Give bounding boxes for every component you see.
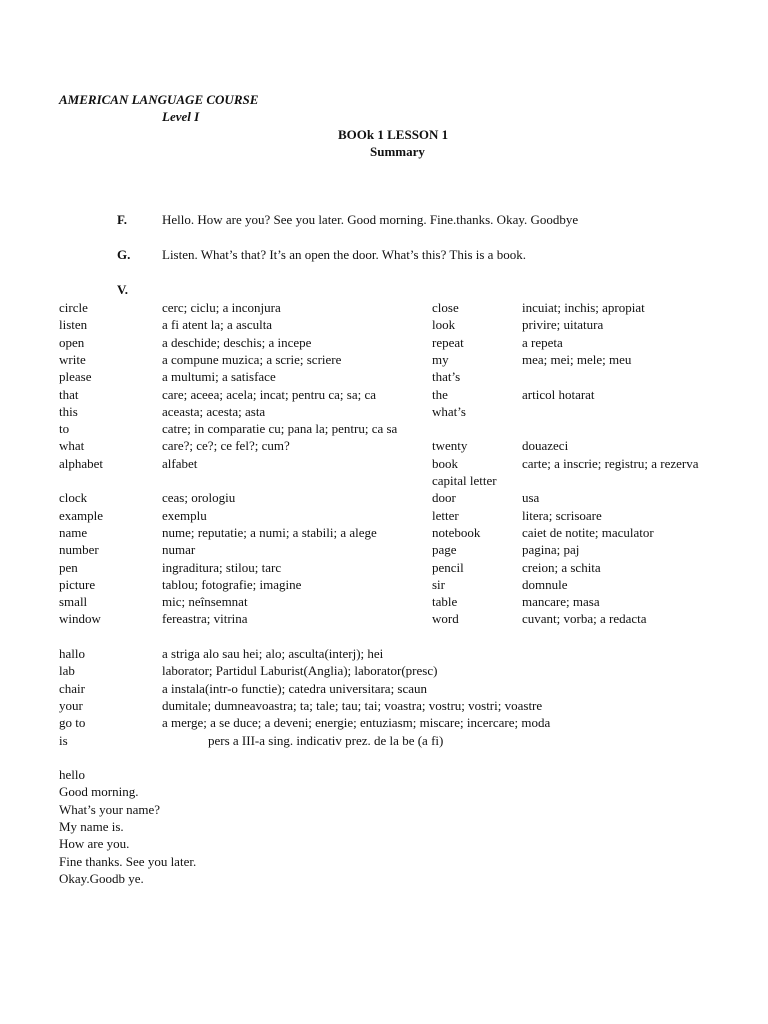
vocab-left-definition: care?; ce?; ce fel?; cum? — [162, 438, 290, 453]
summary-heading: Summary — [370, 144, 425, 159]
vocab-left-definition: a deschide; deschis; a incepe — [162, 335, 312, 350]
vocab-right-word: capital letter — [432, 473, 497, 488]
level-label: Level I — [162, 109, 200, 124]
vocab-right-word: notebook — [432, 525, 481, 540]
vocab-left-definition: a compune muzica; a scrie; scriere — [162, 352, 342, 367]
vocab-right-word: what’s — [432, 404, 466, 419]
phrase-line: What’s your name? — [59, 802, 161, 817]
vocab-left-word: circle — [59, 300, 88, 315]
book-lesson-title: BOOk 1 LESSON 1 — [338, 127, 449, 142]
vocab-right-word: repeat — [432, 335, 464, 350]
vocab-extra-definition: a striga alo sau hei; alo; asculta(interj); hei — [162, 646, 384, 661]
vocab-left-word: name — [59, 525, 88, 540]
phrase-line: Fine thanks. See you later. — [59, 854, 197, 869]
vocab-left-word: alphabet — [59, 456, 104, 471]
phrase-line: How are you. — [59, 836, 130, 851]
phrase-line: Good morning. — [59, 784, 139, 799]
vocab-left-definition: exemplu — [162, 508, 207, 523]
vocab-left-word: this — [59, 404, 78, 419]
vocab-left-definition: a fi atent la; a asculta — [162, 317, 273, 332]
phrase-line: Okay.Goodb ye. — [59, 871, 144, 886]
vocab-right-word: book — [432, 456, 458, 471]
vocab-right-definition: caiet de notite; maculator — [522, 525, 654, 540]
vocab-right-word: letter — [432, 508, 459, 523]
vocab-left-word: example — [59, 508, 104, 523]
vocab-extra-word: chair — [59, 681, 85, 696]
vocab-right-definition: a repeta — [522, 335, 563, 350]
vocab-extra-definition: dumitale; dumneavoastra; ta; tale; tau; tai; voastra; vostru; vostri; voastre — [162, 698, 543, 713]
vocab-extra-definition: a merge; a se duce; a deveni; energie; entuziasm; miscare; incercare; moda — [162, 715, 551, 730]
vocab-extra-word: hallo — [59, 646, 85, 661]
vocab-left-definition: aceasta; acesta; asta — [162, 404, 266, 419]
vocab-left-definition: a multumi; a satisface — [162, 369, 276, 384]
vocab-left-word: clock — [59, 490, 88, 505]
vocab-extra-word: lab — [59, 663, 75, 678]
vocab-right-word: sir — [432, 577, 445, 592]
vocab-right-word: door — [432, 490, 456, 505]
vocab-left-definition: alfabet — [162, 456, 198, 471]
vocab-left-word: that — [59, 387, 79, 402]
vocab-right-definition: articol hotarat — [522, 387, 595, 402]
vocab-right-definition: litera; scrisoare — [522, 508, 602, 523]
vocab-right-word: page — [432, 542, 457, 557]
section-g-label: G. — [117, 247, 131, 262]
section-f-label: F. — [117, 212, 127, 227]
vocab-left-definition: ceas; orologiu — [162, 490, 236, 505]
vocab-extra-word: is — [59, 733, 68, 748]
vocab-left-word: picture — [59, 577, 96, 592]
vocab-right-definition: mea; mei; mele; meu — [522, 352, 632, 367]
vocab-left-word: to — [59, 421, 70, 436]
vocab-right-definition: incuiat; inchis; apropiat — [522, 300, 645, 315]
vocab-left-word: listen — [59, 317, 88, 332]
vocab-left-definition: ingraditura; stilou; tarc — [162, 560, 282, 575]
vocab-extra-definition: a instala(intr-o functie); catedra universitara; scaun — [162, 681, 428, 696]
vocab-right-word: the — [432, 387, 448, 402]
vocab-right-definition: usa — [522, 490, 540, 505]
vocab-left-definition: catre; in comparatie cu; pana la; pentru; ca sa — [162, 421, 398, 436]
vocab-right-word: close — [432, 300, 459, 315]
vocab-left-word: small — [59, 594, 88, 609]
vocab-left-word: please — [59, 369, 92, 384]
vocab-left-word: number — [59, 542, 99, 557]
vocab-left-definition: nume; reputatie; a numi; a stabili; a alege — [162, 525, 377, 540]
vocab-extra-word: go to — [59, 715, 86, 730]
vocab-extra-definition: laborator; Partidul Laburist(Anglia); laborator(presc) — [162, 663, 438, 678]
vocab-right-definition: creion; a schita — [522, 560, 601, 575]
vocab-right-word: word — [432, 611, 459, 626]
vocab-right-definition: cuvant; vorba; a redacta — [522, 611, 647, 626]
vocab-left-definition: fereastra; vitrina — [162, 611, 248, 626]
vocab-extra-word: your — [59, 698, 83, 713]
vocab-left-word: pen — [59, 560, 78, 575]
vocab-right-definition: pagina; paj — [522, 542, 580, 557]
vocab-right-word: that’s — [432, 369, 461, 384]
vocab-right-definition: douazeci — [522, 438, 569, 453]
vocab-right-word: twenty — [432, 438, 468, 453]
section-g-text: Listen. What’s that? It’s an open the door. What’s this? This is a book. — [162, 247, 526, 262]
section-f-text: Hello. How are you? See you later. Good morning. Fine.thanks. Okay. Goodbye — [162, 212, 579, 227]
vocab-right-definition: domnule — [522, 577, 568, 592]
section-v-label: V. — [117, 282, 128, 297]
vocab-left-definition: cerc; ciclu; a inconjura — [162, 300, 281, 315]
vocab-right-word: my — [432, 352, 449, 367]
phrase-line: My name is. — [59, 819, 124, 834]
vocab-right-definition: privire; uitatura — [522, 317, 604, 332]
vocab-right-definition: carte; a inscrie; registru; a rezerva — [522, 456, 699, 471]
vocab-right-word: table — [432, 594, 458, 609]
vocab-left-definition: care; aceea; acela; incat; pentru ca; sa; ca — [162, 387, 376, 402]
vocab-left-word: window — [59, 611, 101, 626]
vocab-left-word: write — [59, 352, 86, 367]
course-title: AMERICAN LANGUAGE COURSE — [59, 92, 259, 107]
vocab-right-word: pencil — [432, 560, 464, 575]
vocab-right-word: look — [432, 317, 456, 332]
vocab-left-word: open — [59, 335, 85, 350]
vocab-left-definition: mic; neînsemnat — [162, 594, 248, 609]
vocab-right-definition: mancare; masa — [522, 594, 600, 609]
vocab-left-word: what — [59, 438, 85, 453]
vocab-left-definition: numar — [162, 542, 196, 557]
vocab-extra-definition: pers a III-a sing. indicativ prez. de la be (a fi) — [208, 733, 444, 748]
phrase-line: hello — [59, 767, 85, 782]
vocab-left-definition: tablou; fotografie; imagine — [162, 577, 302, 592]
